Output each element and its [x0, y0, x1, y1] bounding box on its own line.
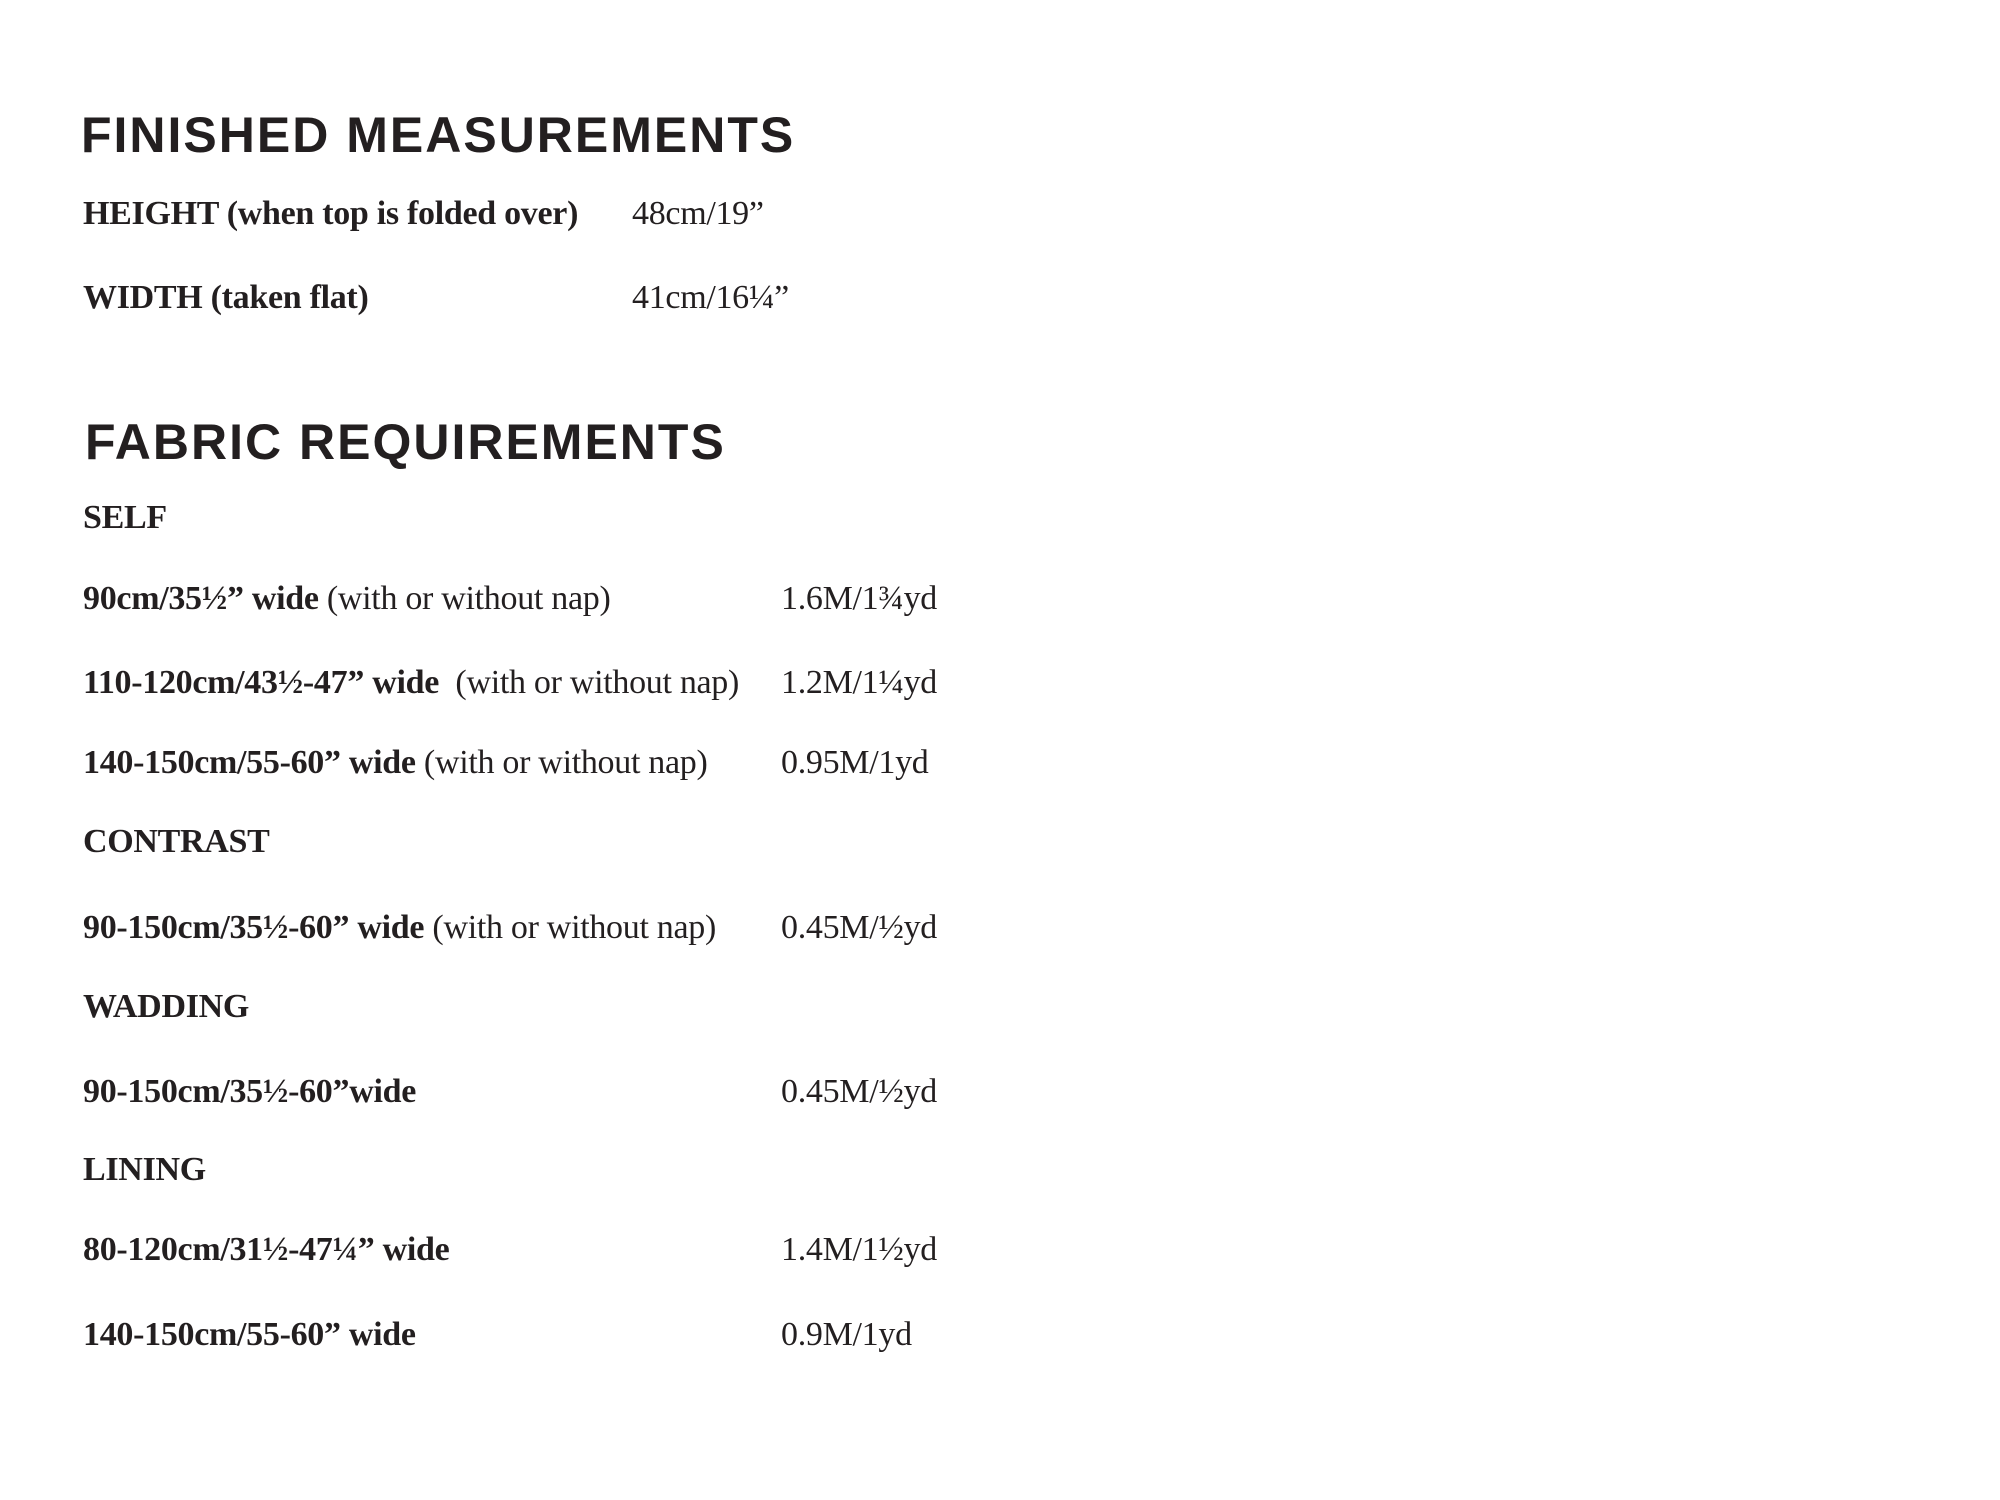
- nap-note: (with or without nap): [424, 909, 717, 946]
- nap-note: (with or without nap): [318, 580, 611, 617]
- contrast-heading: CONTRAST: [83, 823, 270, 860]
- self-row-1-value: 1.6M/1¾yd: [781, 580, 937, 617]
- height-value: 48cm/19”: [632, 195, 764, 232]
- lining-row-1-value: 1.4M/1½yd: [781, 1231, 937, 1268]
- nap-note: (with or without nap): [439, 664, 740, 701]
- height-label: HEIGHT (when top is folded over): [83, 195, 579, 232]
- wadding-row-1-value: 0.45M/½yd: [781, 1073, 937, 1110]
- lining-heading: LINING: [83, 1151, 206, 1188]
- contrast-row-1-label: [83, 908, 716, 948]
- fabric-requirements-heading: FABRIC REQUIREMENTS: [85, 414, 726, 470]
- width-spec: 90-150cm/35½-60” wide: [83, 909, 425, 946]
- width-label: WIDTH (taken flat): [83, 279, 369, 316]
- lining-row-1-label: 80-120cm/31½-47¼” wide: [83, 1231, 450, 1268]
- lining-row-2-label: 140-150cm/55-60” wide: [83, 1316, 416, 1353]
- width-spec: 90cm/35½” wide: [83, 580, 319, 617]
- width-spec: 110-120cm/43½-47” wide: [83, 664, 440, 701]
- contrast-row-1-value: 0.45M/½yd: [781, 909, 937, 946]
- width-value: 41cm/16¼”: [632, 279, 789, 316]
- self-row-3-value: 0.95M/1yd: [781, 744, 929, 781]
- self-heading: SELF: [83, 499, 167, 536]
- finished-measurements-heading: FINISHED MEASUREMENTS: [81, 107, 796, 163]
- wadding-heading: WADDING: [83, 988, 250, 1025]
- self-row-3-label: [83, 743, 708, 783]
- self-row-1-label: [83, 579, 610, 619]
- lining-row-2-value: 0.9M/1yd: [781, 1316, 912, 1353]
- self-row-2-label: [83, 663, 739, 703]
- wadding-row-1-label: 90-150cm/35½-60”wide: [83, 1073, 417, 1110]
- self-row-2-value: 1.2M/1¼yd: [781, 664, 937, 701]
- width-spec: 140-150cm/55-60” wide: [83, 744, 416, 781]
- nap-note: (with or without nap): [415, 744, 708, 781]
